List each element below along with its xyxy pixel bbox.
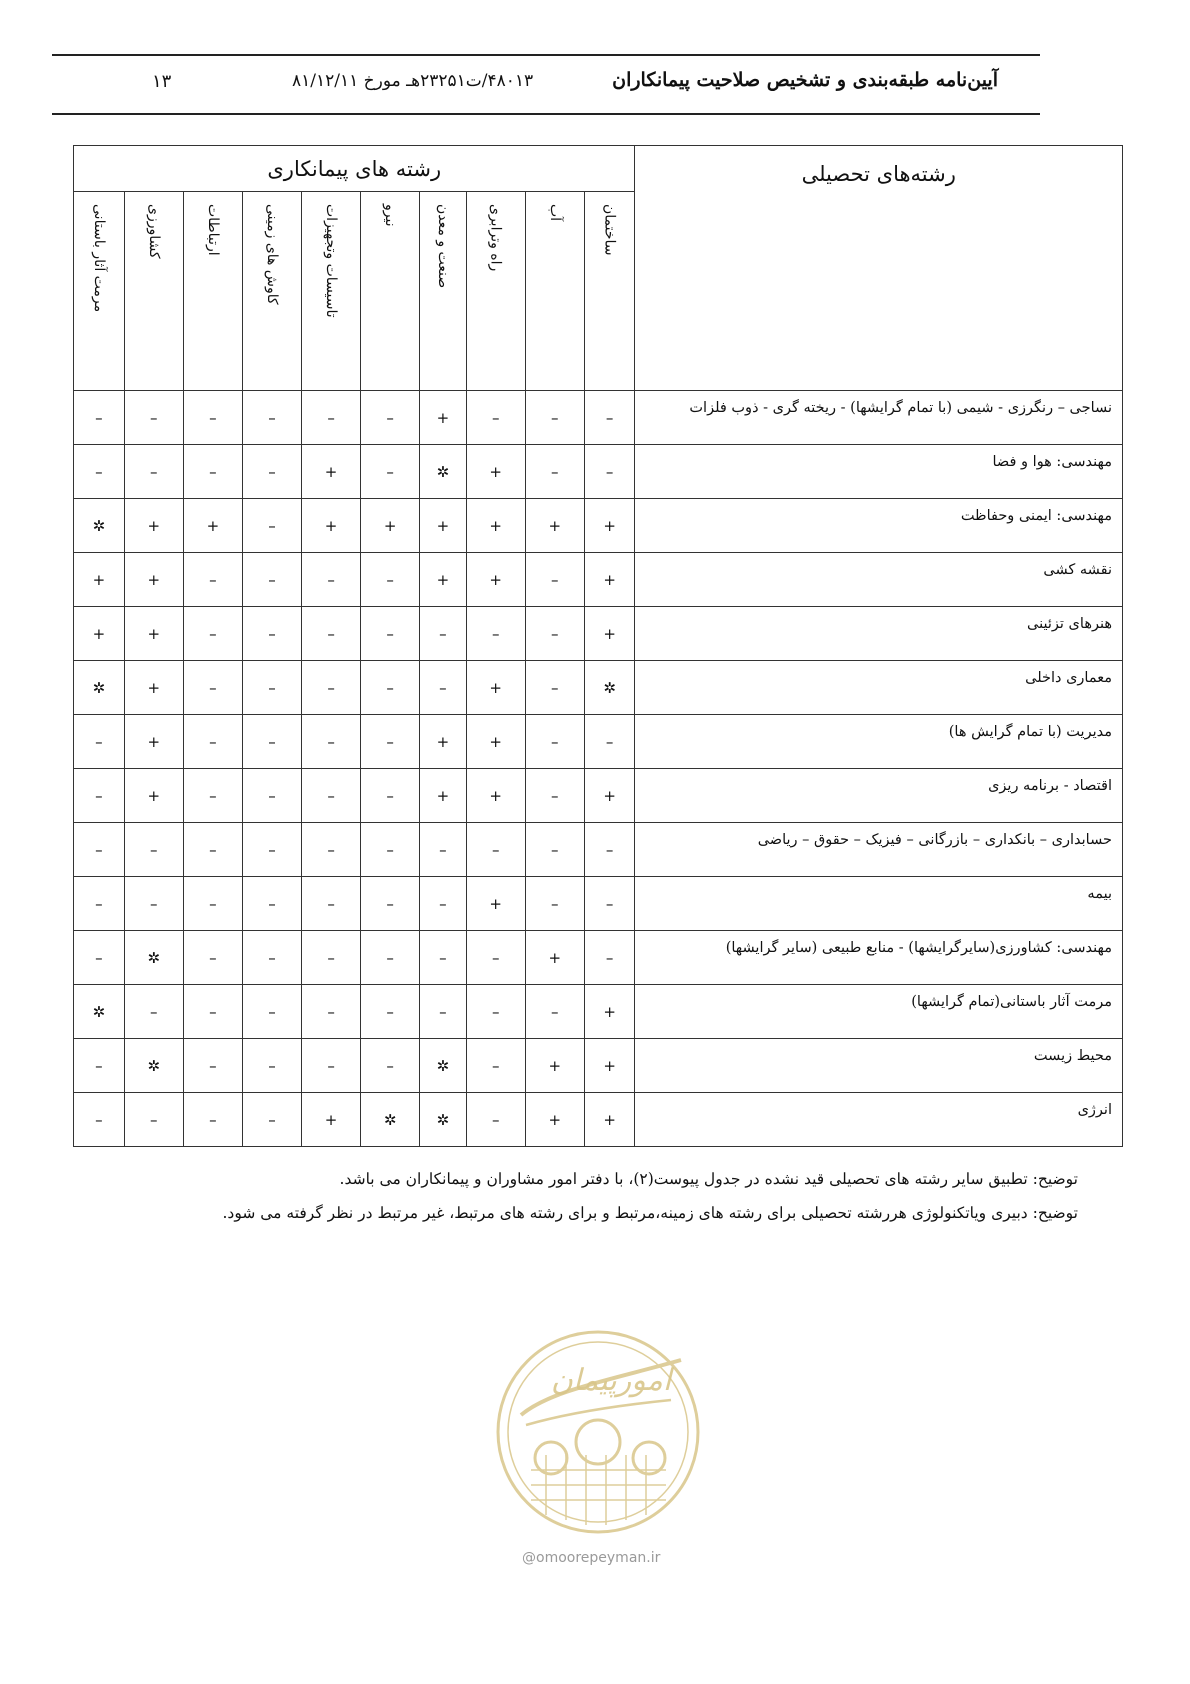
mark-cell: + <box>584 499 635 553</box>
mark-cell: – <box>525 391 584 445</box>
field-name: مهندسی: کشاورزی(سایرگرایشها) - منابع طبیعی (سایر گرایشها) <box>635 931 1123 985</box>
mark-cell: + <box>466 445 525 499</box>
mark-cell: – <box>242 553 301 607</box>
mark-cell: + <box>525 931 584 985</box>
mark-cell: – <box>420 931 466 985</box>
table-row <box>74 715 1123 769</box>
mark-cell: – <box>361 823 420 877</box>
field-column-header: رشته‌های تحصیلی <box>635 146 1123 391</box>
column-header <box>525 192 584 391</box>
field-name: بیمه <box>635 877 1123 931</box>
mark-cell: – <box>584 931 635 985</box>
mark-cell: + <box>124 715 183 769</box>
column-header-label: تاسیسات وتجهیزات <box>323 204 340 318</box>
mark-cell: – <box>183 1039 242 1093</box>
mark-cell: + <box>466 661 525 715</box>
mark-cell: – <box>74 931 125 985</box>
column-header <box>302 192 361 391</box>
mark-cell: – <box>420 823 466 877</box>
mark-cell: ✲ <box>124 931 183 985</box>
mark-cell: – <box>525 823 584 877</box>
mark-cell: + <box>124 607 183 661</box>
mark-cell: – <box>302 391 361 445</box>
field-name: نساجی – رنگرزی - شیمی (با تمام گرایشها) - ریخته گری - ذوب فلزات <box>635 391 1123 445</box>
column-header-label: ارتباطات <box>204 204 221 256</box>
column-header-label: صنعت و معدن <box>434 204 451 289</box>
column-header-label: آب <box>546 204 563 222</box>
mark-cell: – <box>183 985 242 1039</box>
column-header-label: راه وترابری <box>487 204 504 272</box>
mark-cell: – <box>525 985 584 1039</box>
watermark-logo <box>491 1320 706 1545</box>
mark-cell: – <box>74 445 125 499</box>
mark-cell: – <box>302 661 361 715</box>
table-row <box>74 1039 1123 1093</box>
mark-cell: – <box>361 607 420 661</box>
mark-cell: + <box>361 499 420 553</box>
mark-cell: + <box>584 1039 635 1093</box>
mark-cell: + <box>420 391 466 445</box>
watermark-url: @omoorepeyman.ir <box>522 1550 661 1566</box>
mark-cell: – <box>361 553 420 607</box>
mark-cell: – <box>525 607 584 661</box>
field-name: حسابداری – بانکداری – بازرگانی – فیزیک – حقوق – ریاضی <box>635 823 1123 877</box>
table-row <box>74 877 1123 931</box>
mark-cell: – <box>74 1093 125 1147</box>
note-1: توضیح: تطبیق سایر رشته های تحصیلی قید نشده در جدول پیوست(۲)، با دفتر امور مشاوران و پیمانکاران می باشد. <box>339 1170 1078 1188</box>
mark-cell: – <box>302 553 361 607</box>
column-header <box>242 192 301 391</box>
mark-cell: – <box>302 769 361 823</box>
mark-cell: – <box>124 1093 183 1147</box>
field-name: محیط زیست <box>635 1039 1123 1093</box>
mark-cell: – <box>302 985 361 1039</box>
mark-cell: – <box>183 607 242 661</box>
mark-cell: – <box>183 715 242 769</box>
header-row <box>74 146 1123 192</box>
field-name: انرژی <box>635 1093 1123 1147</box>
mark-cell: – <box>466 1039 525 1093</box>
mark-cell: – <box>361 769 420 823</box>
mark-cell: – <box>584 445 635 499</box>
field-name: مدیریت (با تمام گرایش ها) <box>635 715 1123 769</box>
mark-cell: – <box>124 445 183 499</box>
mark-cell: ✲ <box>584 661 635 715</box>
field-name: اقتصاد - برنامه ریزی <box>635 769 1123 823</box>
mark-cell: – <box>302 823 361 877</box>
mark-cell: + <box>525 1039 584 1093</box>
mark-cell: – <box>242 499 301 553</box>
mark-cell: – <box>124 823 183 877</box>
page-number: ۱۳ <box>152 71 172 92</box>
field-name: نقشه کشی <box>635 553 1123 607</box>
table-row <box>74 985 1123 1039</box>
mark-cell: + <box>124 769 183 823</box>
mark-cell: + <box>302 1093 361 1147</box>
mark-cell: – <box>302 877 361 931</box>
mark-cell: – <box>183 931 242 985</box>
column-header <box>124 192 183 391</box>
table-row <box>74 1093 1123 1147</box>
mark-cell: + <box>124 499 183 553</box>
mark-cell: – <box>74 769 125 823</box>
mark-cell: – <box>302 715 361 769</box>
mark-cell: + <box>302 445 361 499</box>
mark-cell: – <box>525 769 584 823</box>
mark-cell: – <box>242 985 301 1039</box>
mark-cell: – <box>361 931 420 985</box>
mark-cell: – <box>361 985 420 1039</box>
mark-cell: – <box>584 877 635 931</box>
mark-cell: – <box>242 661 301 715</box>
mark-cell: ✲ <box>361 1093 420 1147</box>
mark-cell: + <box>584 769 635 823</box>
mark-cell: – <box>242 1093 301 1147</box>
table-row <box>74 445 1123 499</box>
mark-cell: + <box>584 1093 635 1147</box>
mark-cell: – <box>183 823 242 877</box>
mark-cell: + <box>466 553 525 607</box>
mark-cell: + <box>584 985 635 1039</box>
mark-cell: – <box>74 823 125 877</box>
mark-cell: – <box>124 877 183 931</box>
mark-cell: – <box>242 391 301 445</box>
mark-cell: – <box>302 607 361 661</box>
column-header <box>420 192 466 391</box>
column-header-label: کشاورزی <box>145 204 162 259</box>
column-header-label: کاوش های زمینی <box>263 204 280 305</box>
mark-cell: – <box>242 769 301 823</box>
table-row <box>74 931 1123 985</box>
note-2: توضیح: دبیری ویاتکنولوژی هررشته تحصیلی برای رشته های زمینه،مرتبط و برای رشته های مرتبط، غیر مرتبط در نظر گرفته می شود. <box>222 1204 1078 1222</box>
mark-cell: ✲ <box>74 661 125 715</box>
mark-cell: – <box>466 1093 525 1147</box>
table-row <box>74 499 1123 553</box>
mark-cell: + <box>466 715 525 769</box>
mark-cell: – <box>525 715 584 769</box>
mark-cell: – <box>525 553 584 607</box>
mark-cell: – <box>124 391 183 445</box>
mark-cell: + <box>74 607 125 661</box>
mark-cell: – <box>183 661 242 715</box>
mark-cell: – <box>242 607 301 661</box>
mark-cell: + <box>466 769 525 823</box>
column-header <box>183 192 242 391</box>
mark-cell: – <box>183 553 242 607</box>
mark-cell: – <box>420 607 466 661</box>
mark-cell: + <box>302 499 361 553</box>
mark-cell: + <box>466 877 525 931</box>
mark-cell: – <box>242 445 301 499</box>
column-header <box>361 192 420 391</box>
mark-cell: – <box>361 445 420 499</box>
mark-cell: – <box>302 1039 361 1093</box>
mark-cell: – <box>183 877 242 931</box>
mark-cell: ✲ <box>124 1039 183 1093</box>
mark-cell: + <box>584 607 635 661</box>
mark-cell: ✲ <box>420 1093 466 1147</box>
mark-cell: – <box>466 607 525 661</box>
mark-cell: + <box>420 499 466 553</box>
table-row <box>74 823 1123 877</box>
document-title: آیین‌نامه طبقه‌بندی و تشخیص صلاحیت پیمانکاران <box>612 69 998 91</box>
mark-cell: – <box>584 715 635 769</box>
mark-cell: – <box>183 445 242 499</box>
mark-cell: + <box>420 715 466 769</box>
mark-cell: – <box>466 391 525 445</box>
mark-cell: + <box>74 553 125 607</box>
mark-cell: – <box>420 877 466 931</box>
mark-cell: ✲ <box>74 985 125 1039</box>
column-header <box>74 192 125 391</box>
mark-cell: – <box>420 985 466 1039</box>
mark-cell: + <box>420 769 466 823</box>
field-name: مرمت آثار باستانی(تمام گرایشها) <box>635 985 1123 1039</box>
table-row <box>74 391 1123 445</box>
mark-cell: – <box>242 877 301 931</box>
field-name: معماری داخلی <box>635 661 1123 715</box>
mark-cell: – <box>466 823 525 877</box>
mark-cell: + <box>466 499 525 553</box>
page-header <box>52 54 1040 115</box>
mark-cell: – <box>420 661 466 715</box>
mark-cell: – <box>74 877 125 931</box>
table-row <box>74 661 1123 715</box>
mark-cell: – <box>74 1039 125 1093</box>
mark-cell: ✲ <box>420 445 466 499</box>
mark-cell: – <box>242 823 301 877</box>
mark-cell: – <box>242 715 301 769</box>
mark-cell: – <box>361 715 420 769</box>
qualification-table <box>73 145 1123 1147</box>
table-row <box>74 769 1123 823</box>
mark-cell: – <box>525 445 584 499</box>
mark-cell: + <box>420 553 466 607</box>
mark-cell: – <box>74 391 125 445</box>
mark-cell: – <box>124 985 183 1039</box>
mark-cell: – <box>584 823 635 877</box>
mark-cell: + <box>584 553 635 607</box>
mark-cell: + <box>525 499 584 553</box>
mark-cell: + <box>124 661 183 715</box>
column-header-label: مرمت آثار باستانی <box>90 204 107 313</box>
mark-cell: – <box>361 1039 420 1093</box>
mark-cell: + <box>183 499 242 553</box>
mark-cell: – <box>584 391 635 445</box>
watermark-logo-text: امورپیمان <box>550 1363 672 1398</box>
mark-cell: – <box>361 661 420 715</box>
contracting-group-header: رشته های پیمانکاری <box>74 146 635 192</box>
mark-cell: ✲ <box>74 499 125 553</box>
field-name: مهندسی: ایمنی وحفاظت <box>635 499 1123 553</box>
mark-cell: – <box>525 877 584 931</box>
mark-cell: – <box>242 931 301 985</box>
mark-cell: – <box>183 1093 242 1147</box>
mark-cell: – <box>466 931 525 985</box>
mark-cell: – <box>525 661 584 715</box>
table-row <box>74 553 1123 607</box>
mark-cell: – <box>361 877 420 931</box>
mark-cell: – <box>242 1039 301 1093</box>
mark-cell: – <box>183 391 242 445</box>
mark-cell: – <box>361 391 420 445</box>
mark-cell: – <box>74 715 125 769</box>
field-name: هنرهای تزئینی <box>635 607 1123 661</box>
mark-cell: + <box>525 1093 584 1147</box>
field-name: مهندسی: هوا و فضا <box>635 445 1123 499</box>
mark-cell: – <box>302 931 361 985</box>
mark-cell: – <box>466 985 525 1039</box>
column-header-label: ساختمان <box>601 204 618 256</box>
table-row <box>74 607 1123 661</box>
column-header <box>584 192 635 391</box>
column-header <box>466 192 525 391</box>
column-header-label: نیرو <box>382 204 399 227</box>
reference-number: ۴۸۰۱۳/ت۲۳۲۵۱هـ مورخ ۸۱/۱۲/۱۱ <box>292 71 534 91</box>
mark-cell: – <box>183 769 242 823</box>
mark-cell: ✲ <box>420 1039 466 1093</box>
mark-cell: + <box>124 553 183 607</box>
